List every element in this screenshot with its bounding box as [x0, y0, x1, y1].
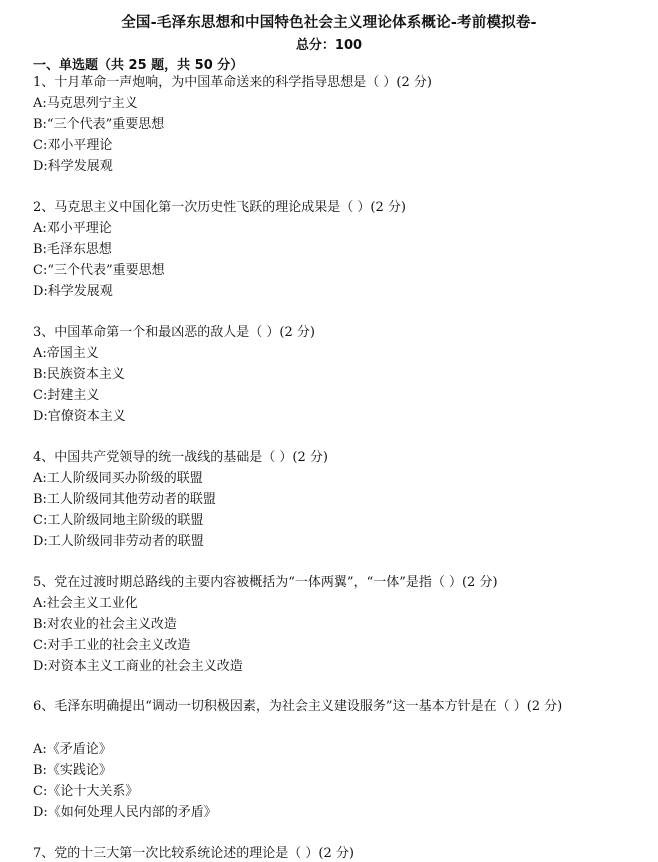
option-b: B:毛泽东思想 — [33, 242, 112, 257]
question-stem: 6、毛泽东明确提出“调动一切积极因素，为社会主义建设服务”这一基本方针是在（ ）(2 分) — [33, 699, 563, 714]
option-d: D:科学发展观 — [33, 284, 113, 299]
option-b: B:工人阶级同其他劳动者的联盟 — [33, 492, 216, 507]
option-c: C:封建主义 — [33, 388, 100, 403]
option-c: C:工人阶级同地主阶级的联盟 — [33, 513, 204, 528]
question-stem: 4、中国共产党领导的统一战线的基础是（ ）(2 分) — [33, 450, 328, 465]
option-a: A:马克思列宁主义 — [33, 96, 138, 111]
option-b: B:民族资本主义 — [33, 367, 125, 382]
option-b: B:对农业的社会主义改造 — [33, 617, 177, 632]
option-d: D:《如何处理人民内部的矛盾》 — [33, 805, 217, 820]
question-stem: 7、党的十三大第一次比较系统论述的理论是（ ）(2 分) — [33, 846, 354, 861]
exam-title: 全国-毛泽东思想和中国特色社会主义理论体系概论-考前模拟卷- — [121, 15, 537, 31]
option-d: D:工人阶级同非劳动者的联盟 — [33, 534, 204, 549]
option-a: A:社会主义工业化 — [33, 596, 138, 611]
option-a: A:邓小平理论 — [33, 221, 112, 236]
question-stem: 3、中国革命第一个和最凶恶的敌人是（ ）(2 分) — [33, 325, 315, 340]
option-d: D:官僚资本主义 — [33, 409, 126, 424]
option-b: B:《实践论》 — [33, 763, 112, 778]
option-c: C:“三个代表”重要思想 — [33, 263, 165, 278]
option-c: C:对手工业的社会主义改造 — [33, 638, 191, 653]
option-d: D:科学发展观 — [33, 159, 113, 174]
option-a: A:帝国主义 — [33, 346, 99, 361]
total-score: 总分：100 — [295, 38, 363, 53]
option-c: C:邓小平理论 — [33, 138, 113, 153]
question-stem: 5、党在过渡时期总路线的主要内容被概括为“一体两翼”，“一体”是指（ ）(2 分) — [33, 575, 498, 590]
option-d: D:对资本主义工商业的社会主义改造 — [33, 659, 243, 674]
option-a: A:工人阶级同买办阶级的联盟 — [33, 471, 203, 486]
option-b: B:“三个代表”重要思想 — [33, 117, 165, 132]
question-stem: 2、马克思主义中国化第一次历史性飞跃的理论成果是（ ）(2 分) — [33, 200, 406, 215]
section-heading: 一、单选题（共 25 题，共 50 分） — [33, 58, 244, 73]
question-stem: 1、十月革命一声炮响，为中国革命送来的科学指导思想是（ ）(2 分) — [33, 75, 432, 90]
option-a: A:《矛盾论》 — [33, 742, 112, 757]
option-c: C:《论十大关系》 — [33, 784, 139, 799]
